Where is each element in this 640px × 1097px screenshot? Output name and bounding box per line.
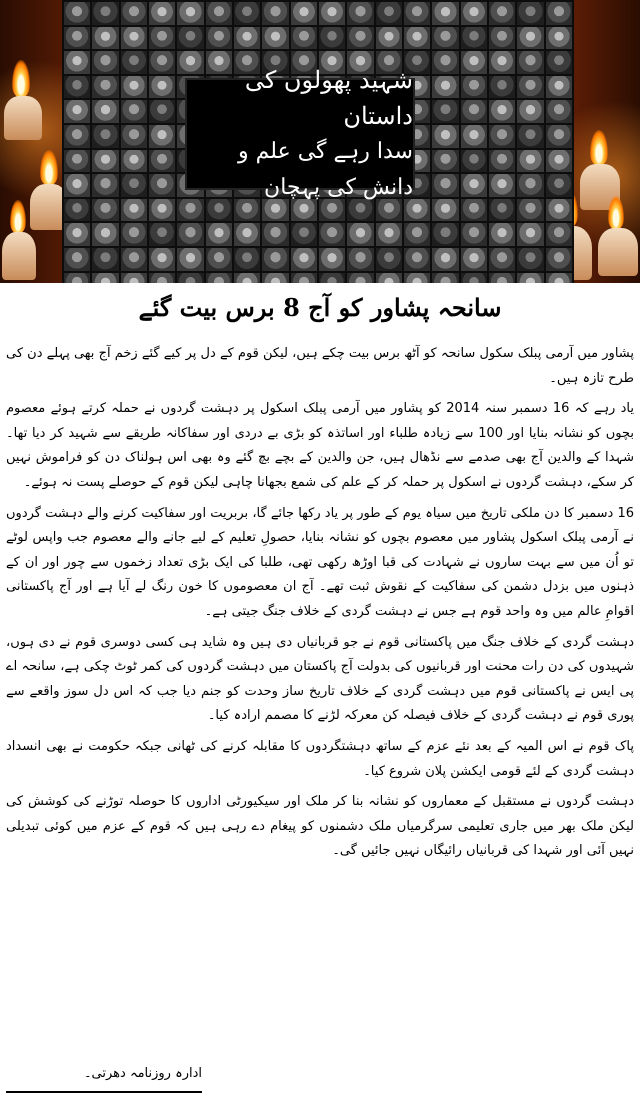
student-portrait [234, 248, 260, 271]
student-portrait [291, 273, 317, 283]
student-portrait [461, 27, 487, 50]
candle-icon [2, 200, 38, 280]
student-portrait [121, 76, 147, 99]
student-portrait [262, 223, 288, 246]
student-portrait [546, 223, 572, 246]
student-portrait [517, 199, 543, 222]
student-portrait [461, 51, 487, 74]
student-portrait [404, 27, 430, 50]
student-portrait [149, 51, 175, 74]
banner-line-1: شہید پھولوں کی داستان [244, 66, 413, 130]
student-portrait [92, 174, 118, 197]
student-portrait [234, 273, 260, 283]
student-portrait [432, 125, 458, 148]
student-portrait [461, 125, 487, 148]
student-portrait [404, 223, 430, 246]
student-portrait [149, 150, 175, 173]
student-portrait [517, 273, 543, 283]
student-portrait [92, 273, 118, 283]
student-portrait [546, 150, 572, 173]
student-portrait [546, 174, 572, 197]
student-portrait [489, 174, 515, 197]
article-paragraph: 16 دسمبر کا دن ملکی تاریخ میں سیاہ یوم کے طور پر یاد رکھا جائے گا، بربریت اور سفاکیت کرنے والے دہشت گردوں نے آرمی پبلک اسکول پشاور میں معصوم بچوں کو نشانہ بنایا، حصولِ تعلیم کے لیے جانے والے معصوم جب واپس لوٹے تو اُن میں سے بہت ساروں نے شہادت کی قبا اوڑھ رکھی تھی، طلبا کی ایک بڑی تعداد زخموں سے چور اور ان کے ذہنوں میں بزدل دشمن کی سفاکیت کے نقوش ثبت تھے۔ آج ان معصوموں کا خون رنگ لے آیا ہے اور آج پاکستانی اقوامِ عالم میں وہ واحد قوم ہے جس نے دہشت گردی کے خلاف جنگ جیتی ہے۔ [6, 505, 634, 619]
candle-icon [598, 196, 638, 276]
student-portrait [461, 2, 487, 25]
student-portrait [64, 248, 90, 271]
student-portrait [432, 2, 458, 25]
student-portrait [92, 199, 118, 222]
student-portrait [432, 199, 458, 222]
student-portrait [121, 174, 147, 197]
student-portrait [376, 223, 402, 246]
article-paragraph: دہشت گردوں نے مستقبل کے معماروں کو نشانہ بنا کر ملک اور سیکیورٹی اداروں کا حوصلہ توڑنے کی کوشش کی لیکن ملک بھر میں جاری تعلیمی سرگرمیاں ملک دشمنوں کو پیغام دے رہی ہیں کہ قوم کے عزم میں کوئی تبدیلی نہیں آئی اور شہدا کی قربانیاں رائیگاں نہیں جائیں گی۔ [6, 794, 634, 859]
memorial-banner [185, 66, 415, 200]
student-portrait [517, 76, 543, 99]
banner-line-2: سدا رہے گی علم و دانش کی پہچان [238, 139, 413, 200]
student-portrait [376, 273, 402, 283]
student-portrait [461, 248, 487, 271]
student-portrait [517, 174, 543, 197]
student-portrait [121, 199, 147, 222]
student-portrait [291, 223, 317, 246]
student-portrait [546, 199, 572, 222]
student-portrait [64, 223, 90, 246]
student-portrait [121, 27, 147, 50]
student-portrait [546, 51, 572, 74]
student-portrait [64, 27, 90, 50]
student-portrait [234, 2, 260, 25]
article-signature: ادارہ روزنامہ دھرتی۔ [83, 1066, 202, 1081]
student-portrait [206, 27, 232, 50]
student-portrait [489, 76, 515, 99]
student-portrait [517, 2, 543, 25]
student-portrait [432, 150, 458, 173]
student-portrait [64, 174, 90, 197]
student-portrait [262, 248, 288, 271]
student-portrait [64, 273, 90, 283]
student-portrait [92, 150, 118, 173]
student-portrait [92, 100, 118, 123]
student-portrait [546, 27, 572, 50]
student-portrait [517, 150, 543, 173]
student-portrait [121, 273, 147, 283]
student-portrait [177, 248, 203, 271]
student-portrait [121, 223, 147, 246]
student-portrait [177, 223, 203, 246]
student-portrait [319, 223, 345, 246]
student-portrait [347, 273, 373, 283]
student-portrait [489, 248, 515, 271]
student-portrait [121, 248, 147, 271]
student-portrait [347, 248, 373, 271]
student-portrait [206, 273, 232, 283]
student-portrait [262, 2, 288, 25]
student-portrait [489, 51, 515, 74]
student-portrait [149, 273, 175, 283]
candle-icon [4, 60, 44, 140]
student-portrait [149, 76, 175, 99]
student-portrait [489, 150, 515, 173]
student-portrait [121, 100, 147, 123]
article-paragraph: پشاور میں آرمی پبلک سکول سانحہ کو آٹھ برس بیت چکے ہیں، لیکن قوم کے دل پر کیے گئے زخم آج بھی پہلے دن کی طرح تازہ ہیں۔ [6, 346, 634, 386]
student-portrait [121, 51, 147, 74]
student-portrait [404, 273, 430, 283]
student-portrait [64, 125, 90, 148]
student-portrait [319, 2, 345, 25]
student-portrait [461, 223, 487, 246]
student-portrait [319, 27, 345, 50]
student-portrait [489, 100, 515, 123]
student-portrait [121, 2, 147, 25]
student-portrait [489, 27, 515, 50]
student-portrait [432, 273, 458, 283]
student-portrait [319, 248, 345, 271]
student-portrait [432, 76, 458, 99]
article-paragraph: یاد رہے کہ 16 دسمبر سنہ 2014 کو پشاور میں آرمی پبلک اسکول پر دہشت گردوں نے حملہ کرتے ہوئے معصوم بچوں کو نشانہ بنایا اور 100 سے زیادہ طلباء اور اساتذہ کو بڑی بے دردی اور سفاکانہ طریقے سے شہید کر دیا تھا۔ شہدا کے والدین آج بھی صدمے سے نڈھال ہیں، جن والدین کے بچے بچ گئے وہ بھی اس ہولناک دن کو فراموش نہیں کر سکے، دہشت گردوں نے اسکول پر حملہ کر کے علم کی شمع بجھانا چاہی لیکن قوم کے حوصلے پست نہ ہوئے۔ [6, 401, 635, 490]
student-portrait [149, 223, 175, 246]
student-portrait [177, 273, 203, 283]
article-paragraph: دہشت گردی کے خلاف جنگ میں پاکستانی قوم نے جو قربانیاں دی ہیں وہ شاید ہی کسی دوسری قوم نے دی ہوں، شہیدوں کی دن رات محنت اور قربانیوں کی بدولت آج پاکستان میں دہشت گردوں کی کمر ٹوٹ چکی ہے، سانحہ اے پی ایس نے پاکستانی قوم میں دہشت گردی کے خلاف تاریخ ساز وحدت کو جنم دیا جب کہ اس دل سوز واقعے سے پوری قوم نے دہشت گردی کے خلاف فیصلہ کن معرکہ لڑنے کا مصمم ارادہ کیا۔ [6, 634, 634, 724]
student-portrait [461, 273, 487, 283]
student-portrait [432, 51, 458, 74]
student-portrait [206, 223, 232, 246]
student-portrait [234, 223, 260, 246]
student-portrait [291, 27, 317, 50]
student-portrait [517, 223, 543, 246]
student-portrait [206, 248, 232, 271]
student-portrait [546, 76, 572, 99]
student-portrait [461, 199, 487, 222]
student-portrait [546, 100, 572, 123]
student-portrait [546, 248, 572, 271]
student-portrait [432, 174, 458, 197]
student-portrait [64, 2, 90, 25]
student-portrait [376, 27, 402, 50]
student-portrait [517, 100, 543, 123]
signature-underline [6, 1091, 202, 1093]
student-portrait [149, 100, 175, 123]
article-body [6, 342, 634, 870]
student-portrait [489, 199, 515, 222]
student-portrait [121, 150, 147, 173]
student-portrait [517, 51, 543, 74]
student-portrait [517, 248, 543, 271]
student-portrait [206, 2, 232, 25]
student-portrait [517, 27, 543, 50]
student-portrait [432, 27, 458, 50]
student-portrait [347, 223, 373, 246]
student-portrait [546, 2, 572, 25]
student-portrait [92, 27, 118, 50]
student-portrait [64, 76, 90, 99]
student-portrait [432, 248, 458, 271]
student-portrait [489, 223, 515, 246]
student-portrait [262, 27, 288, 50]
student-portrait [432, 223, 458, 246]
student-portrait [517, 125, 543, 148]
student-portrait [347, 27, 373, 50]
student-portrait [404, 248, 430, 271]
student-portrait [149, 199, 175, 222]
article-title: سانحہ پشاور کو آج 8 برس بیت گئے [138, 293, 502, 322]
student-portrait [347, 2, 373, 25]
student-portrait [64, 100, 90, 123]
student-portrait [177, 2, 203, 25]
student-portrait [92, 248, 118, 271]
student-portrait [489, 2, 515, 25]
student-portrait [92, 2, 118, 25]
student-portrait [291, 2, 317, 25]
header-image [0, 0, 640, 283]
student-portrait [64, 150, 90, 173]
student-portrait [489, 125, 515, 148]
student-portrait [177, 27, 203, 50]
student-portrait [461, 174, 487, 197]
student-portrait [376, 2, 402, 25]
student-portrait [234, 27, 260, 50]
student-portrait [546, 125, 572, 148]
student-portrait [121, 125, 147, 148]
student-portrait [149, 2, 175, 25]
student-portrait [376, 248, 402, 271]
student-portrait [546, 273, 572, 283]
student-portrait [404, 2, 430, 25]
student-portrait [291, 248, 317, 271]
student-portrait [461, 100, 487, 123]
student-portrait [149, 27, 175, 50]
student-portrait [64, 51, 90, 74]
student-portrait [149, 125, 175, 148]
student-portrait [149, 248, 175, 271]
student-portrait [92, 125, 118, 148]
student-portrait [92, 51, 118, 74]
student-portrait [262, 273, 288, 283]
student-portrait [461, 150, 487, 173]
student-portrait [149, 174, 175, 197]
student-portrait [64, 199, 90, 222]
student-portrait [432, 100, 458, 123]
student-portrait [461, 76, 487, 99]
student-portrait [92, 76, 118, 99]
student-portrait [319, 273, 345, 283]
student-portrait [92, 223, 118, 246]
article-paragraph: پاک قوم نے اس المیہ کے بعد نئے عزم کے ساتھ دہشتگردوں کا مقابلہ کرنے کی ٹھانی جبکہ حکومت نے بھی انسداد دہشت گردی کے لئے قومی ایکشن پلان شروع کیا۔ [6, 738, 634, 779]
student-portrait [489, 273, 515, 283]
